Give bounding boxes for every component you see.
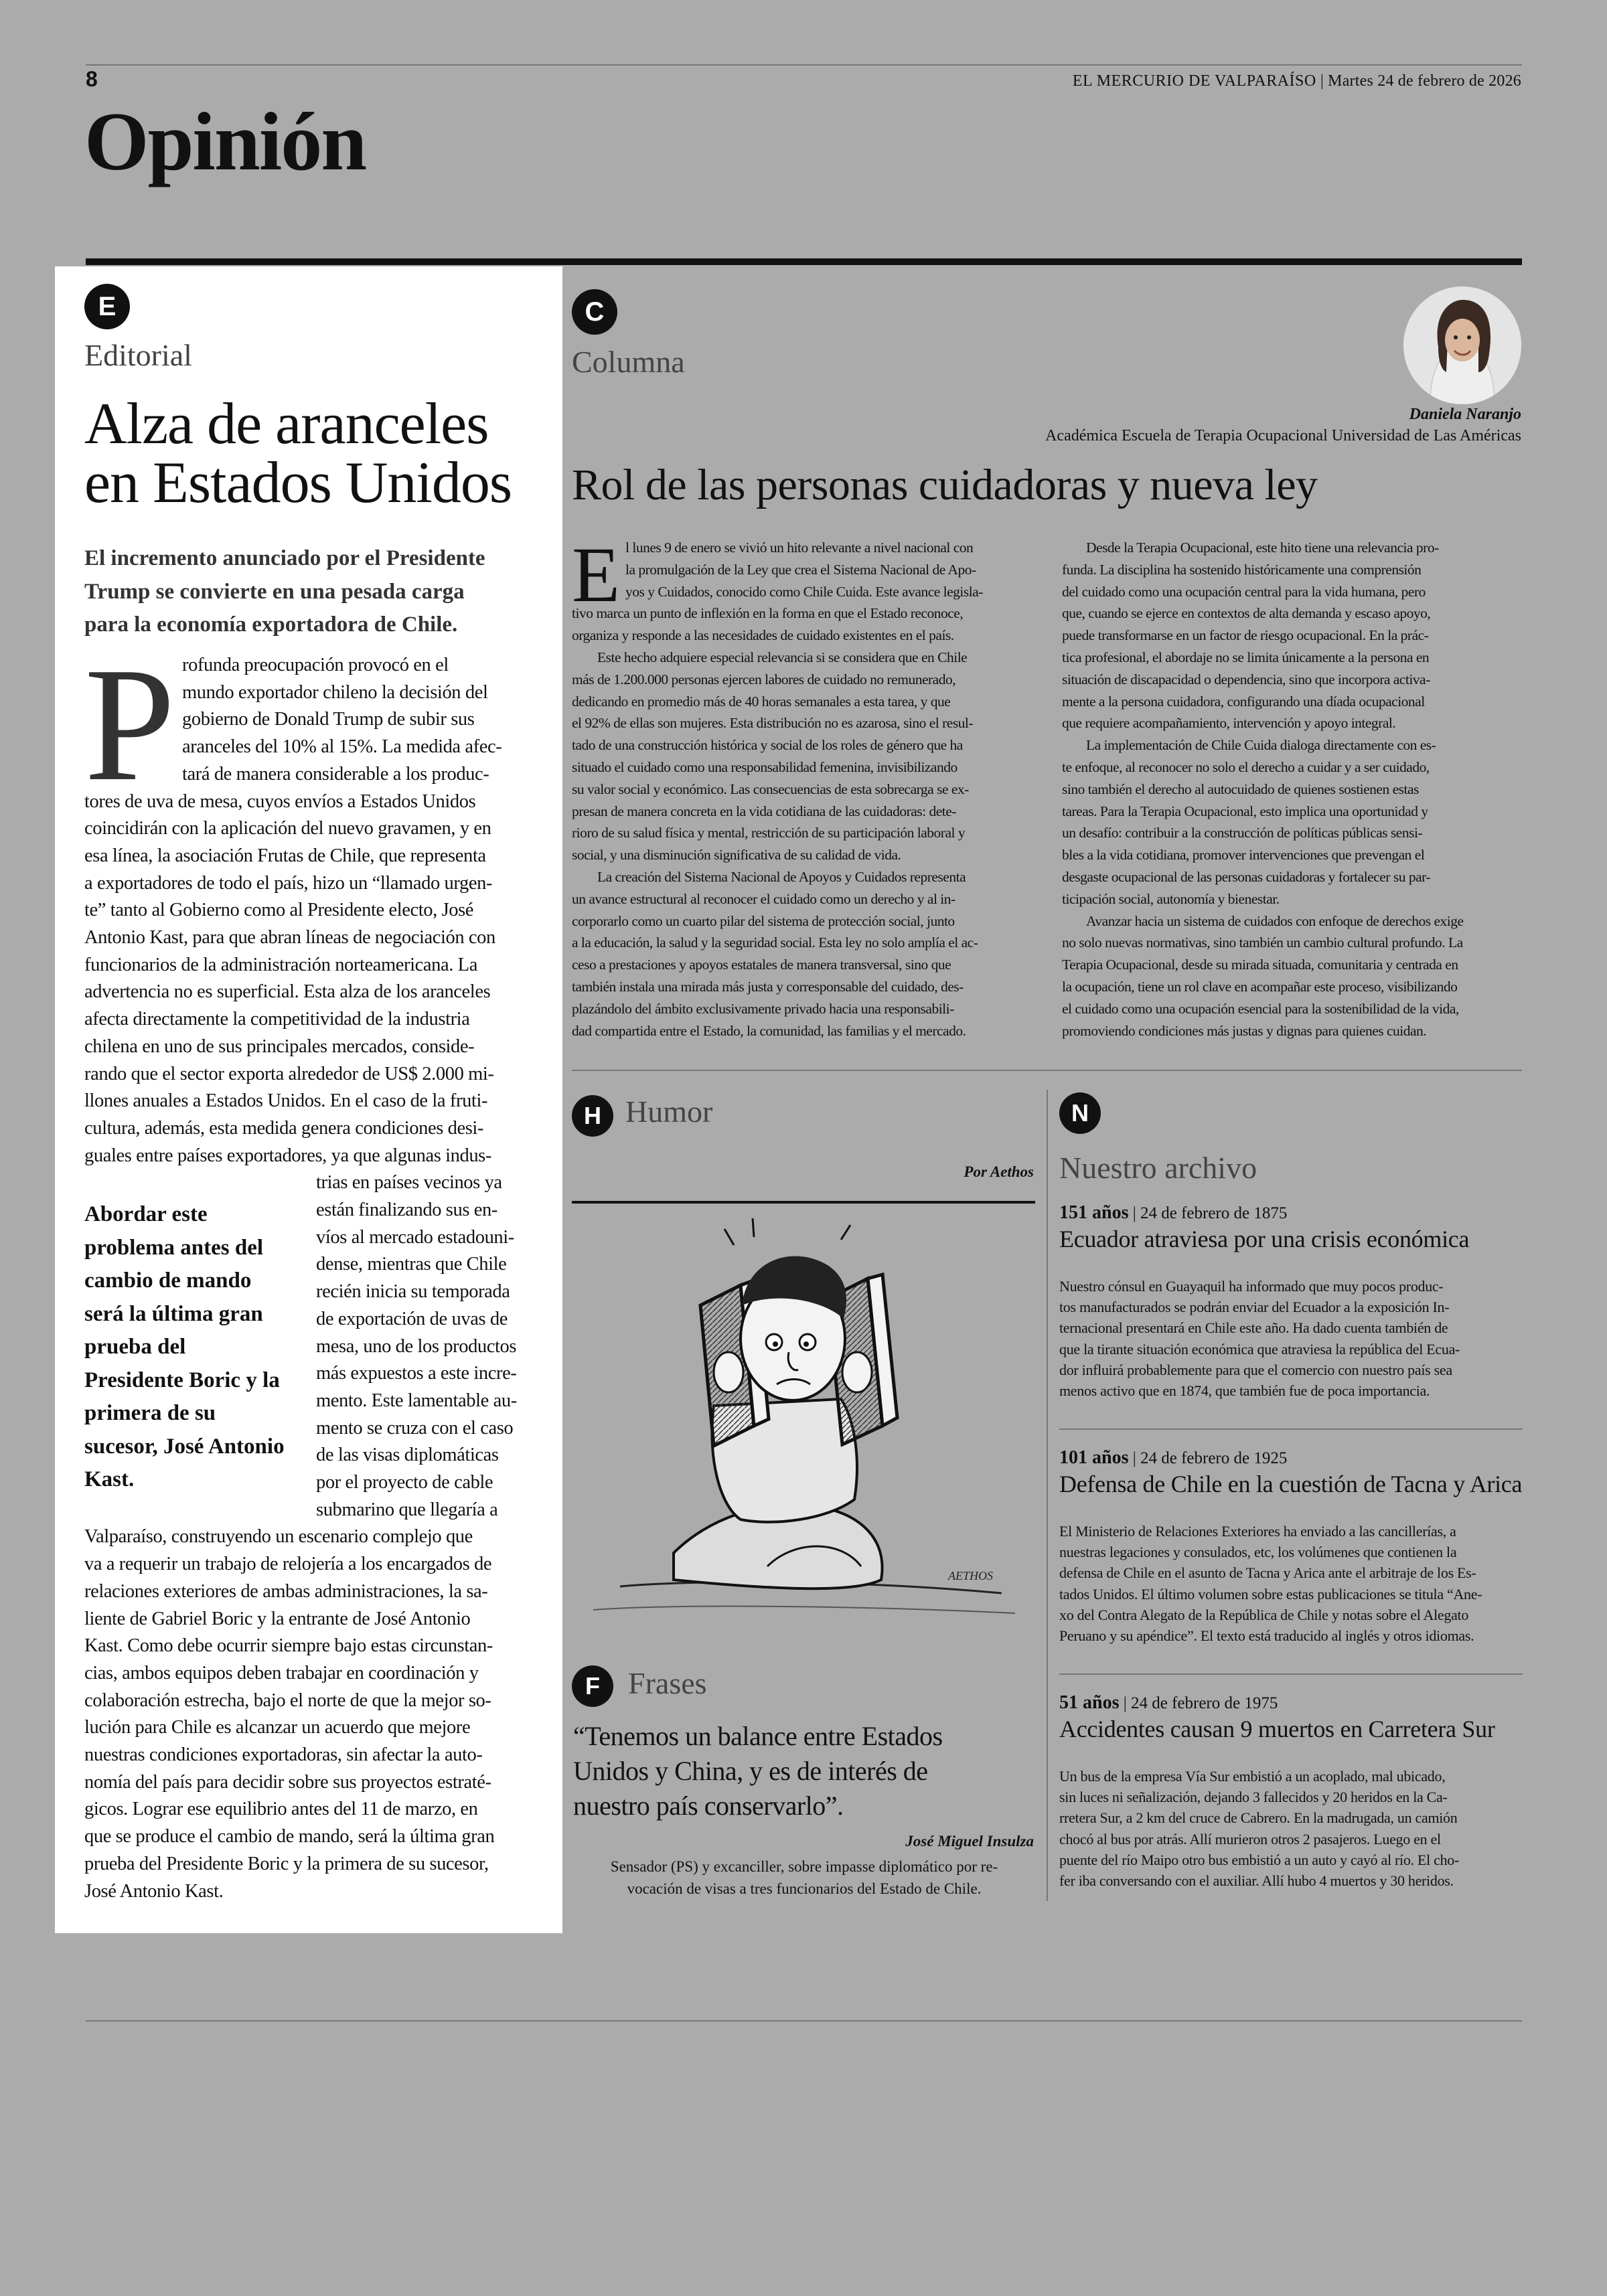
page-number: 8 [86, 67, 98, 91]
header-rule [86, 64, 1522, 66]
editorial-pullquote-line: Kast. [84, 1467, 135, 1491]
column-left-line: la promulgación de la Ley que crea el Sistema Nacional de Apo- [625, 561, 976, 578]
column-left-line: presan de manera concreta en la vida cotidiana de las cuidadoras: dete- [572, 803, 956, 819]
section-title: Opinión [84, 96, 366, 187]
editorial-body-line: más expuestos a este incre- [316, 1363, 517, 1384]
humor-cartoon [573, 1205, 1035, 1627]
editorial-body-line: lución para Chile es alcanzar un acuerdo que mejore [84, 1717, 471, 1738]
column-title: Rol de las personas cuidadoras y nueva ley [572, 461, 1318, 509]
editorial-body-line: víos al mercado estadouni- [316, 1226, 514, 1248]
footer-rule [86, 2020, 1522, 2022]
humor-rule [572, 1201, 1035, 1204]
editorial-body-line: rando que el sector exporta alrededor de US$ 2.000 mi- [84, 1063, 494, 1084]
archive-years: 101 años [1059, 1447, 1129, 1468]
archive-title: Ecuador atraviesa por una crisis económica [1059, 1226, 1470, 1252]
archive-body-line: ternacional presentará en Chile este año. Ha dado cuenta también de [1059, 1319, 1448, 1337]
editorial-title-line: en Estados Unidos [84, 450, 512, 515]
section-thick-rule [86, 258, 1522, 265]
humor-badge: H [572, 1095, 613, 1137]
author-name: Daniela Naranjo [1409, 406, 1521, 423]
archive-date: 24 de febrero de 1925 [1140, 1449, 1288, 1467]
cartoon-signature: AETHOS [948, 1569, 993, 1582]
editorial-body-line: recién inicia su temporada [316, 1281, 510, 1303]
editorial-body-line: esa línea, la asociación Frutas de Chile, que representa [84, 845, 486, 866]
editorial-body-line: están finalizando sus en- [316, 1200, 498, 1220]
quote-role-line: vocación de visas a tres funcionarios del Estado de Chile. [627, 1880, 982, 1898]
archive-title: Accidentes causan 9 muertos en Carretera Sur [1059, 1716, 1495, 1742]
editorial-body-line: de exportación de uvas de [316, 1308, 508, 1329]
column-right-line: tica profesional, el abordaje no se limita únicamente a la persona en [1062, 649, 1430, 665]
quote-author-role [573, 1856, 1035, 1900]
editorial-body-line: nomía del país para decidir sobre sus proyectos estraté- [84, 1771, 491, 1793]
editorial-body-line: relaciones exteriores de ambas administraciones, la sa- [84, 1580, 488, 1602]
editorial-body-line: chilena en uno de sus principales mercados, conside- [84, 1036, 475, 1057]
column-label: Columna [572, 345, 685, 379]
column-left-line: el 92% de ellas son mujeres. Esta distribución no es azarosa, sino el resul- [572, 715, 974, 732]
editorial-body-line: de las visas diplomáticas [316, 1445, 499, 1466]
editorial-body-line: mento se cruza con el caso [316, 1417, 514, 1439]
column-left-line: rioro de su salud física y mental, restricción de su participación laboral y [572, 825, 966, 841]
quote-line: “Tenemos un balance entre Estados [573, 1721, 943, 1751]
archive-body [1059, 1766, 1523, 1891]
editorial-body-line: Kast. Como debe ocurrir siempre bajo estas circunstan- [84, 1635, 493, 1657]
editorial-body-line: tará de manera considerable a los produc- [182, 763, 489, 785]
archive-date: 24 de febrero de 1875 [1140, 1204, 1288, 1222]
quote-role-line: Sensador (PS) y excanciller, sobre impasse diplomático por re- [610, 1858, 998, 1875]
editorial-body-line: que se produce el cambio de mando, será la última gran [84, 1826, 495, 1848]
column-right-line: ticipación social, autonomía y bienestar. [1062, 890, 1280, 907]
editorial-pullquote-line: prueba del [84, 1335, 186, 1359]
archive-body-line: nuestras legaciones y consulados, etc, los volúmenes que contienen la [1059, 1544, 1457, 1561]
archive-entry-header [1059, 1692, 1278, 1714]
archive-separator: | [1119, 1694, 1131, 1712]
column-right-line: que, cuando se ejerce en contextos de alta demanda y escaso apoyo, [1062, 605, 1431, 622]
archive-years: 51 años [1059, 1692, 1120, 1713]
author-photo [1403, 286, 1521, 404]
column-left-line: más de 1.200.000 personas ejercen labores de cuidado no remunerado, [572, 671, 956, 687]
column-right-line: del cuidado como una ocupación central para la vida humana, pero [1062, 583, 1426, 600]
editorial-body-line: llones anuales a Estados Unidos. En el caso de la fruti- [84, 1090, 488, 1112]
editorial-body-line: prueba del Presidente Boric y la primera de su sucesor, [84, 1853, 489, 1874]
editorial-label: Editorial [84, 338, 192, 372]
quote-author: José Miguel Insulza [905, 1833, 1034, 1850]
humor-byline: Por Aethos [964, 1163, 1034, 1180]
editorial-body-line: cultura, además, esta medida genera condiciones desi- [84, 1117, 484, 1139]
editorial-body-line: gobierno de Donald Trump de subir sus [182, 709, 475, 730]
editorial-pullquote-line: Presidente Boric y la [84, 1368, 280, 1392]
column-left-line: dedicando en promedio más de 40 horas semanales a esta tarea, y que [572, 693, 951, 710]
editorial-body-line: guales entre países exportadores, ya que algunas indus- [84, 1145, 491, 1166]
editorial-pullquote-line: sucesor, José Antonio [84, 1434, 285, 1459]
archive-entry-divider [1059, 1673, 1523, 1675]
editorial-body-line: colaboración estrecha, bajo el norte de que la mejor so- [84, 1690, 491, 1711]
editorial-body-line: a exportadores de todo el país, hizo un “llamado urgen- [84, 872, 493, 894]
column-right-line: desgaste ocupacional de las personas cuidadoras y fortalecer su par- [1062, 869, 1431, 885]
editorial-pullquote-line: primera de su [84, 1401, 216, 1425]
archive-entry-header [1059, 1447, 1287, 1469]
column-right-line: tareas. Para la Terapia Ocupacional, esto implica una oportunidad y [1062, 803, 1428, 819]
column-left-line: un avance estructural al reconocer el cuidado como un derecho y al in- [572, 890, 955, 907]
editorial-pullquote [84, 1198, 312, 1497]
column-left-line: Este hecho adquiere especial relevancia si se considera que en Chile [597, 649, 968, 665]
archive-body-line: menos activo que en 1874, que también fue de poca importancia. [1059, 1382, 1430, 1400]
quote-badge: F [572, 1665, 613, 1707]
archive-years: 151 años [1059, 1202, 1129, 1223]
editorial-pullquote-line: cambio de mando [84, 1268, 252, 1293]
editorial-body-line: submarino que llegaría a [316, 1499, 498, 1520]
column-right-line: funda. La disciplina ha sostenido históricamente una comprensión [1062, 561, 1422, 578]
archive-body [1059, 1276, 1523, 1401]
archive-body-line: rretera Sur, a 2 km del cruce de Cabrero. En la madrugada, un camión [1059, 1809, 1458, 1827]
column-right-line: bles a la vida cotidiana, promover intervenciones que prevengan el [1062, 847, 1425, 864]
archive-body-line: puente del río Maipo otro bus embistió a un auto y cayó al río. El cho- [1059, 1851, 1459, 1868]
column-left-line: tado de una construcción histórica y social de los roles de género que ha [572, 737, 963, 754]
editorial-deck-line: Trump se convierte en una pesada carga [84, 579, 465, 604]
column-right-line: te enfoque, al reconocer no solo el derecho a cuidar y a ser cuidado, [1062, 759, 1430, 775]
archive-body-line: dor influirá probablemente para que el comercio con nuestro país sea [1059, 1361, 1452, 1378]
column-left-line: yos y Cuidados, conocido como Chile Cuida. Este avance legisla- [625, 583, 983, 600]
humor-archive-divider [1047, 1090, 1048, 1901]
column-bottom-rule [572, 1070, 1522, 1071]
column-right-line: La implementación de Chile Cuida dialoga directamente con es- [1086, 737, 1436, 754]
author-portrait-illustration [1403, 286, 1521, 404]
column-right-line: no solo nuevas normativas, sino también un cambio cultural profundo. La [1062, 934, 1463, 951]
column-left-line: ceso a prestaciones y apoyos estatales de manera transversal, sino que [572, 957, 951, 973]
header-info [1073, 72, 1521, 90]
editorial-pullquote-line: Abordar este [84, 1202, 208, 1226]
column-right-line: mente a la persona cuidadora, configurando una díada ocupacional [1062, 693, 1425, 710]
archive-body [1059, 1521, 1523, 1646]
column-left-line: plazándolo del ámbito exclusivamente privado hacia una responsabili- [572, 1000, 954, 1017]
archive-label: Nuestro archivo [1059, 1151, 1257, 1185]
archive-body-line: Un bus de la empresa Vía Sur embistió a un acoplado, mal ubicado, [1059, 1768, 1446, 1785]
column-left-line: La creación del Sistema Nacional de Apoyos y Cuidados representa [597, 869, 966, 885]
column-left-line: social, y una disminución significativa de su calidad de vida. [572, 847, 901, 864]
column-right-line: puede transformarse en un factor de riesgo ocupacional. En la prác- [1062, 627, 1429, 644]
quote-label: Frases [628, 1666, 707, 1700]
editorial-body-line: funcionarios de la administración norteamericana. La [84, 954, 477, 975]
column-left-line: su valor social y económico. Las consecuencias de esta sobrecarga se ex- [572, 781, 969, 797]
editorial-body-line: nuestras condiciones exportadoras, sin afectar la auto- [84, 1744, 483, 1765]
header-separator: | [1320, 72, 1324, 90]
column-left-line: corporarlo como un cuarto pilar del sistema de protección social, junto [572, 912, 955, 929]
column-right-line: Desde la Terapia Ocupacional, este hito tiene una relevancia pro- [1086, 540, 1439, 556]
editorial-body-line: liente de Gabriel Boric y la entrante de José Antonio [84, 1608, 471, 1629]
editorial-pullquote-line: será la última gran [84, 1301, 263, 1326]
editorial-body-line: trias en países vecinos ya [316, 1172, 502, 1194]
editorial-body-line: aranceles del 10% al 15%. La medida afec- [182, 736, 502, 758]
editorial-body-line: dense, mientras que Chile [316, 1254, 507, 1275]
column-right-line: situación de discapacidad o dependencia, sino que incorpora activa- [1062, 671, 1430, 687]
quote-line: nuestro país conservarlo”. [573, 1791, 844, 1821]
archive-body-line: chocó al bus por atrás. Allí murieron otros 2 pasajeros. Luego en el [1059, 1830, 1441, 1848]
editorial-body-line: José Antonio Kast. [84, 1880, 224, 1902]
column-right-line: la ocupación, tiene un rol clave en acompañar este proceso, visibilizando [1062, 979, 1458, 995]
publication-name: EL MERCURIO DE VALPARAÍSO [1072, 72, 1316, 90]
column-left-line: a la educación, la salud y la seguridad social. Esta ley no solo amplía el ac- [572, 934, 978, 951]
editorial-pullquote-line: problema antes del [84, 1235, 264, 1260]
editorial-deck [84, 542, 553, 642]
column-right-line: sino también el derecho al autocuidado de quienes sostienen estas [1062, 781, 1419, 797]
editorial-body-line: por el proyecto de cable [316, 1472, 493, 1493]
column-badge: C [572, 289, 617, 335]
column-left-line: dad compartida entre el Estado, la comunidad, las familias y el mercado. [572, 1022, 966, 1039]
editorial-body-line: mundo exportador chileno la decisión del [182, 681, 488, 703]
archive-title: Defensa de Chile en la cuestión de Tacna y Arica [1059, 1471, 1523, 1497]
archive-body-line: defensa de Chile en el asunto de Tacna y Arica ante el arbitraje de los Es- [1059, 1564, 1476, 1582]
editorial-body-line: advertencia no es superficial. Esta alza de los aranceles [84, 981, 491, 1003]
archive-body-line: tos manufacturados se podrán enviar del Ecuador a la exposición In- [1059, 1299, 1450, 1316]
column-right-line: el cuidado como una ocupación esencial para la sostenibilidad de la vida, [1062, 1000, 1459, 1017]
author-role: Académica Escuela de Terapia Ocupacional Universidad de Las Américas [1045, 427, 1521, 444]
editorial-body-line: va a requerir un trabajo de relojería a los encargados de [84, 1554, 492, 1575]
column-left-line: organiza y responde a las necesidades de cuidado existentes en el país. [572, 627, 954, 644]
column-right-line: Avanzar hacia un sistema de cuidados con enfoque de derechos exige [1086, 912, 1464, 929]
editorial-body-line: rofunda preocupación provocó en el [182, 655, 449, 675]
editorial-body-line: gicos. Lograr ese equilibrio antes del 11 de marzo, en [84, 1799, 478, 1820]
column-right-line: un desafío: contribuir a la construcción de políticas públicas sensi- [1062, 825, 1423, 841]
editorial-body-line: cias, ambos equipos deben trabajar en coordinación y [84, 1662, 479, 1684]
editorial-title-line: Alza de aranceles [84, 392, 489, 457]
archive-date: 24 de febrero de 1975 [1130, 1694, 1278, 1712]
archive-badge: N [1059, 1092, 1101, 1134]
column-right-line: que requiere acompañamiento, intervención y apoyo integral. [1062, 715, 1396, 732]
editorial-body-line: Antonio Kast, para que abran líneas de negociación con [84, 927, 495, 948]
archive-separator: | [1128, 1449, 1140, 1467]
archive-entry-header [1059, 1202, 1287, 1224]
quote-text [573, 1719, 1042, 1823]
cartoon-illustration [573, 1205, 1035, 1627]
archive-body-line: xo del Contra Alegato de la República de Chile y notas sobre el Alegato [1059, 1606, 1469, 1623]
column-left-line: también instala una mirada más justa y corresponsable del cuidado, des- [572, 979, 964, 995]
archive-body-line: que la tirante situación económica que atraviesa la república del Ecua- [1059, 1340, 1460, 1358]
edition-date: Martes 24 de febrero de 2026 [1328, 72, 1521, 90]
editorial-badge: E [84, 284, 130, 329]
column-dropcap: E [572, 531, 621, 619]
quote-line: Unidos y China, y es de interés de [573, 1756, 928, 1786]
editorial-dropcap: P [84, 634, 175, 815]
column-right-line: Terapia Ocupacional, desde su mirada situada, comunitaria y centrada en [1062, 957, 1458, 973]
column-left-line: tivo marca un punto de inflexión en la forma en que el Estado reconoce, [572, 605, 964, 622]
archive-body-line: Peruano y su apéndice”. El texto está traducido al inglés y otros idiomas. [1059, 1627, 1474, 1645]
editorial-body-line: Valparaíso, construyendo un escenario complejo que [84, 1526, 473, 1548]
editorial-body-line: tores de uva de mesa, cuyos envíos a Estados Unidos [84, 791, 476, 812]
editorial-deck-line: para la economía exportadora de Chile. [84, 612, 458, 637]
archive-body-line: sin luces ni señalización, dejando 3 fallecidos y 20 heridos en la Ca- [1059, 1789, 1448, 1806]
editorial-body-line: te” tanto al Gobierno como al Presidente electo, José [84, 900, 474, 921]
editorial-body-line: afecta directamente la competitividad de la industria [84, 1009, 470, 1030]
editorial-deck-line: El incremento anunciado por el Presidente [84, 546, 485, 570]
editorial-body-line: coincidirán con la aplicación del nuevo gravamen, y en [84, 818, 491, 839]
column-right-line: promoviendo condiciones más justas y dignas para quienes cuidan. [1062, 1022, 1427, 1039]
editorial-title [84, 392, 553, 515]
column-left-line: situado el cuidado como una responsabilidad femenina, invisibilizando [572, 759, 958, 775]
editorial-body-line: mesa, uno de los productos [316, 1335, 517, 1357]
archive-body-line: Nuestro cónsul en Guayaquil ha informado que muy pocos produc- [1059, 1278, 1444, 1295]
archive-body-line: fer iba conversando con el auxiliar. Allí hubo 4 muertos y 30 heridos. [1059, 1872, 1454, 1890]
archive-body-line: El Ministerio de Relaciones Exteriores ha enviado a las cancillerías, a [1059, 1523, 1456, 1540]
humor-label: Humor [625, 1094, 713, 1129]
column-left-line: l lunes 9 de enero se vivió un hito relevante a nivel nacional con [625, 540, 974, 556]
archive-entry-divider [1059, 1428, 1523, 1430]
archive-body-line: tados Unidos. El último volumen sobre estas publicaciones se titula “Ane- [1059, 1585, 1482, 1603]
editorial-body-line: mento. Este lamentable au- [316, 1390, 517, 1411]
archive-separator: | [1128, 1204, 1140, 1222]
